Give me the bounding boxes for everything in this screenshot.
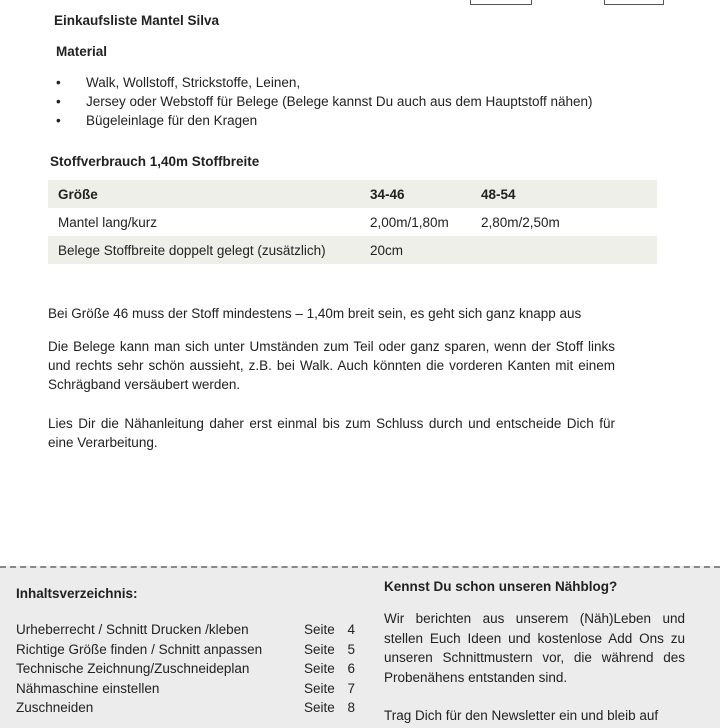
toc-entry[interactable]	[16, 640, 361, 660]
document-title: Einkaufsliste Mantel Silva	[54, 13, 220, 28]
footer-panel	[0, 566, 720, 728]
toc-page-number: 6	[347, 661, 355, 676]
material-heading: Material	[56, 44, 108, 59]
toc-entry-label: Urheberrecht / Schnitt Drucken /kleben	[16, 622, 249, 637]
table-header-cell: Größe	[48, 180, 360, 208]
table-cell: Mantel lang/kurz	[58, 214, 158, 230]
newsletter-text: Trag Dich für den Newsletter ein und bleib auf	[384, 708, 659, 723]
toc-page-number: 7	[347, 680, 355, 696]
toc-entry-label: Zuschneiden	[16, 700, 94, 715]
fabric-usage-table	[48, 180, 657, 264]
toc-entry[interactable]	[16, 620, 361, 640]
table-cell	[471, 236, 657, 264]
fabric-usage-heading: Stoffverbrauch 1,40m Stoffbreite	[50, 154, 260, 169]
paragraph-instructions: Lies Dir die Nähanleitung daher erst einmal bis zum Schluss durch und entscheide Dich für eine Verarbeitung.	[48, 416, 615, 450]
toc-seite-label: Seite	[304, 700, 335, 715]
bullet-icon: •	[56, 113, 61, 128]
table-cell: 2,00m/1,80m	[370, 214, 449, 230]
bullet-icon: •	[56, 75, 61, 90]
toc-entry[interactable]	[16, 679, 361, 699]
list-item: • Jersey oder Webstoff für Belege (Belege kannst Du auch aus dem Hauptstoff nähen)	[56, 94, 593, 109]
top-frame-right	[604, 0, 664, 5]
paragraph-fabric-width: Bei Größe 46 muss der Stoff mindestens – 1,40m breit sein, es geht sich ganz knapp aus	[48, 306, 582, 321]
toc-entry[interactable]	[16, 698, 361, 718]
toc-seite-label: Seite	[304, 622, 335, 637]
toc-page-number: 8	[347, 700, 355, 715]
material-list	[56, 73, 593, 130]
list-item: • Walk, Wollstoff, Strickstoffe, Leinen,	[56, 75, 301, 90]
blog-title: Kennst Du schon unseren Nähblog?	[384, 579, 618, 594]
toc-page-number: 5	[347, 641, 355, 657]
toc-entry-label: Technische Zeichnung/Zuschneideplan	[16, 661, 250, 676]
table-cell: 20cm	[360, 236, 471, 264]
toc-seite-label: Seite	[304, 641, 335, 657]
paragraph-facings: Die Belege kann man sich unter Umständen zum Teil oder ganz sparen, wenn der Stoff links und rechts sehr schön aussieht, z.B. bei Walk. Auch könnten die vorderen Kanten mit einem Schrägband versäubert werden.	[48, 339, 615, 392]
toc-entry-label: Richtige Größe finden / Schnitt anpassen	[16, 641, 263, 657]
table-cell: Belege Stoffbreite doppelt gelegt (zusätzlich)	[48, 236, 360, 264]
toc-seite-label: Seite	[304, 680, 335, 696]
table-header-row	[48, 180, 657, 208]
list-item: • Bügeleinlage für den Kragen	[56, 113, 258, 128]
blog-text: Wir berichten aus unserem (Näh)Leben und stellen Euch Ideen und kostenlose Add Ons zu unseren Schnittmustern vor, die während des Probenähens entstanden sind.	[384, 611, 685, 685]
toc-page-number: 4	[347, 622, 355, 637]
table-cell: 2,80m/2,50m	[481, 214, 560, 230]
toc-entry-label: Nähmaschine einstellen	[16, 680, 160, 696]
blog-promo	[384, 579, 685, 726]
table-row	[48, 236, 657, 264]
table-row	[48, 208, 657, 236]
bullet-icon: •	[56, 94, 61, 109]
table-header-cell: 34-46	[360, 180, 471, 208]
top-frame-left	[470, 0, 532, 5]
table-of-contents	[16, 586, 361, 718]
toc-seite-label: Seite	[304, 661, 335, 676]
toc-entry[interactable]	[16, 659, 361, 679]
toc-title: Inhaltsverzeichnis:	[16, 586, 138, 601]
table-header-cell: 48-54	[471, 180, 657, 208]
